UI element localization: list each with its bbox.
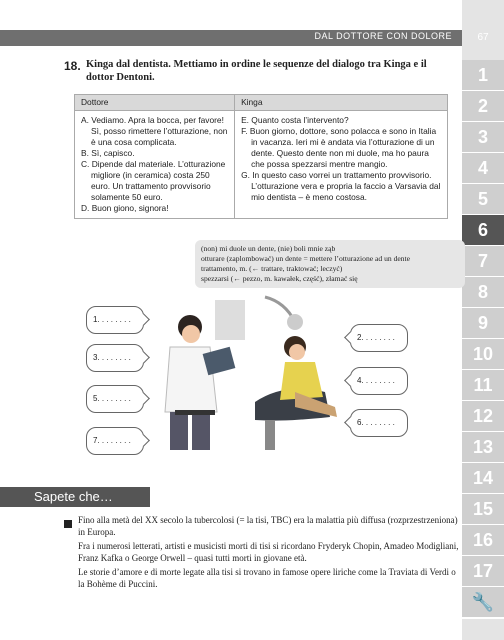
dialogue-line: C. Dipende dal materiale. L’otturazione migliore (in ceramica) costa 250 euro. Un trattamento provvisorio solamente 50 euro. <box>81 159 226 202</box>
answer-bubble-2[interactable]: 2. . . . . . . . <box>350 324 408 352</box>
dialogue-line: F. Buon giorno, dottore, sono polacca e sono in Italia in vacanza. Ieri mi è andata via l’otturazione di un dente. Questo dente non mi duole, ma ho paura che possa spezzarsi mentre mangio. <box>241 126 437 169</box>
chapter-tab-17[interactable]: 17 <box>462 556 504 588</box>
chapter-tab-10[interactable]: 10 <box>462 339 504 371</box>
paragraph: Le storie d’amore e di morte legate alla tisi si trovano in famose opere liriche come la Traviata di Verdi o la Bohème di Puccini. <box>78 567 456 589</box>
answer-bubble-6[interactable]: 6. . . . . . . . <box>350 409 408 437</box>
dialogue-line: E. Quanto costa l’intervento? <box>241 115 349 125</box>
chapter-tab-12[interactable]: 12 <box>462 401 504 433</box>
chapter-tab-16[interactable]: 16 <box>462 525 504 557</box>
chapter-tab-11[interactable]: 11 <box>462 370 504 402</box>
dialogue-line: D. Buon giono, signora! <box>81 203 169 213</box>
chapter-tab-9[interactable]: 9 <box>462 308 504 340</box>
answer-bubble-5[interactable]: 5. . . . . . . . <box>86 385 144 413</box>
vocab-line: trattamento, m. (← trattare, traktować; leczyć) <box>201 264 343 273</box>
answer-bubble-1[interactable]: 1. . . . . . . . <box>86 306 144 334</box>
dialogue-line: B. Sì, capisco. <box>81 148 135 158</box>
kinga-lines <box>235 111 448 219</box>
exercise-number: 18. <box>64 59 81 73</box>
dentist-illustration <box>145 292 345 454</box>
sapete-text <box>78 515 462 593</box>
answer-bubble-4[interactable]: 4. . . . . . . . <box>350 367 408 395</box>
vocab-line: otturare (zaplombować) un dente = mettere l’otturazione ad un dente <box>201 254 411 263</box>
chapter-tab-8[interactable]: 8 <box>462 277 504 309</box>
chapter-tab-13[interactable]: 13 <box>462 432 504 464</box>
dialogue-line: G. In questo caso vorrei un trattamento provvisorio. L’otturazione vera e propria la faccio a Varsavia dal mio dentista – è meno costosa. <box>241 170 441 202</box>
bullet-square-icon <box>64 520 72 528</box>
exercise-instruction: Kinga dal dentista. Mettiamo in ordine le sequenze del dialogo tra Kinga e il dottor Dentoni. <box>86 59 427 83</box>
column-header-kinga: Kinga <box>235 95 448 111</box>
vocab-line: spezzarsi (← pezzo, m. kawałek, część), złamać się <box>201 274 358 283</box>
paragraph: Fino alla metà del XX secolo la tubercolosi (= la tisi, TBC) era la malattia più diffusa (rozprzestrzeniona) in Europa. <box>78 515 458 537</box>
chapter-tab-1[interactable]: 1 <box>462 60 504 92</box>
dialogue-line: A. Vediamo. Apra la bocca, per favore! Sì, posso rimettere l’otturazione, non è una cosa complicata. <box>81 115 228 147</box>
chapter-tab-4[interactable]: 4 <box>462 153 504 185</box>
paragraph: Fra i numerosi letterati, artisti e musicisti morti di tisi si ricordano Fryderyk Chopin, Amadeo Modigliani, Franz Kafka o George Orwell – quasi tutti morti in giovane età. <box>78 541 459 563</box>
chapter-tab-6[interactable]: 6 <box>462 215 504 247</box>
wrench-icon[interactable]: 🔧 <box>462 587 504 619</box>
chapter-tab-3[interactable]: 3 <box>462 122 504 154</box>
chapter-tab-15[interactable]: 15 <box>462 494 504 526</box>
page-number: 67 <box>477 32 489 43</box>
chapter-tab-5[interactable]: 5 <box>462 184 504 216</box>
answer-bubble-7[interactable]: 7. . . . . . . . <box>86 427 144 455</box>
sapete-title: Sapete che… <box>34 489 113 504</box>
chapter-tab-14[interactable]: 14 <box>462 463 504 495</box>
dialogue-table <box>74 94 448 219</box>
column-header-dottore: Dottore <box>75 95 235 111</box>
running-header: DAL DOTTORE CON DOLORE <box>314 31 452 41</box>
chapter-tab-7[interactable]: 7 <box>462 246 504 278</box>
vocabulary-box <box>195 240 465 288</box>
chapter-tab-2[interactable]: 2 <box>462 91 504 123</box>
dottore-lines <box>75 111 235 219</box>
answer-bubble-3[interactable]: 3. . . . . . . . <box>86 344 144 372</box>
vocab-line: (non) mi duole un dente, (nie) boli mnie ząb <box>201 244 336 253</box>
